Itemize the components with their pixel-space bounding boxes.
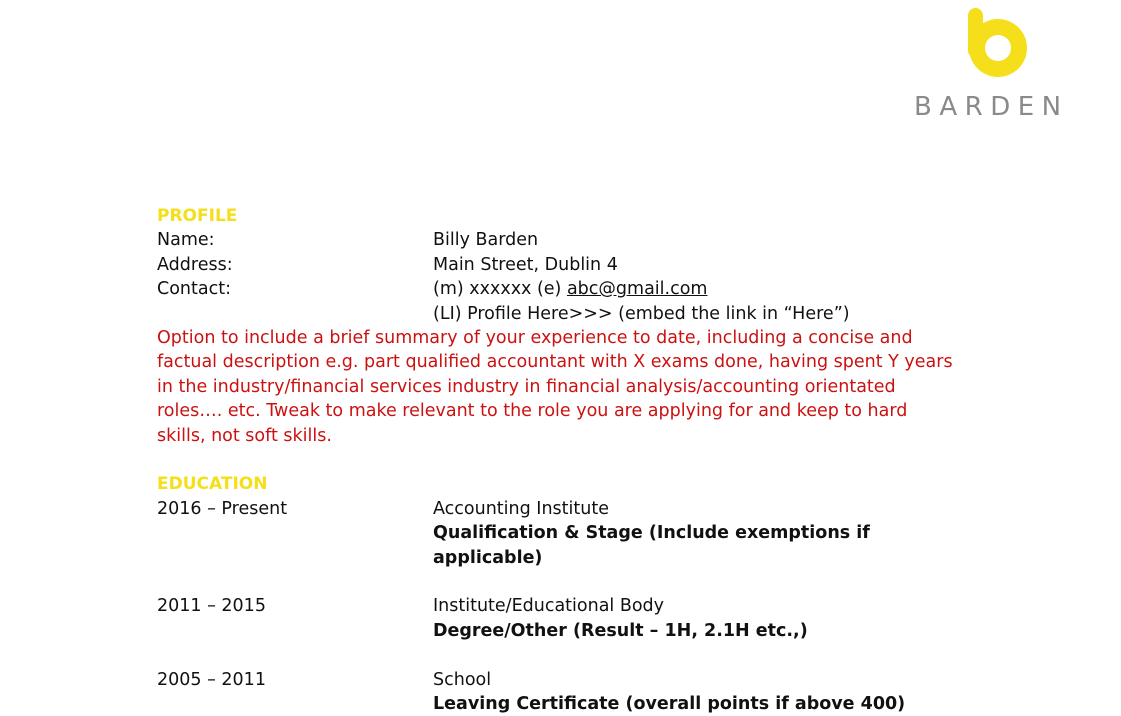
barden-logo: [910, 6, 1090, 121]
contact-row: [157, 277, 957, 301]
education-institution: School: [433, 669, 492, 690]
contact-phone: (m) xxxxxx (e): [433, 279, 567, 300]
contact-value: [433, 277, 957, 301]
name-row: [157, 228, 957, 252]
education-heading: EDUCATION: [157, 474, 268, 495]
education-detail: Leaving Certificate (overall points if above 400): [433, 694, 906, 715]
linkedin-line: (LI) Profile Here>>> (embed the link in “Here”): [433, 303, 850, 324]
education-entry: [157, 668, 957, 716]
education-detail: Qualification & Stage (Include exemptions if applicable): [433, 523, 870, 568]
barden-b-logo-icon: [968, 8, 1032, 82]
profile-heading: PROFILE: [157, 206, 238, 226]
education-entry: [157, 497, 957, 570]
email-link[interactable]: abc@gmail.com: [566, 279, 708, 300]
logo-wordmark: BARDEN: [914, 92, 1069, 122]
contact-label: Contact:: [157, 279, 231, 300]
education-dates: 2005 – 2011: [157, 669, 266, 690]
education-institution: Institute/Educational Body: [433, 596, 665, 617]
education-entry: [157, 594, 957, 643]
education-institution: Accounting Institute: [433, 498, 609, 519]
education-dates: 2016 – Present: [157, 498, 288, 519]
address-value: Main Street, Dublin 4: [433, 254, 618, 275]
cv-document: [157, 204, 957, 716]
education-dates: 2011 – 2015: [157, 596, 266, 617]
address-row: [157, 253, 957, 277]
education-detail: Degree/Other (Result – 1H, 2.1H etc.,): [433, 620, 808, 641]
name-value: Billy Barden: [433, 230, 539, 251]
address-label: Address:: [157, 254, 233, 275]
profile-summary: Option to include a brief summary of your experience to date, including a concise and factual description e.g. part qualified accountant with X exams done, having spent Y years in the industry/financial services industry in financial analysis/accounting orientated roles…. etc. Tweak to make relevant to the role you are applying for and keep to hard skills, not soft skills.: [157, 328, 953, 446]
linkedin-row: [157, 302, 957, 326]
name-label: Name:: [157, 230, 215, 251]
